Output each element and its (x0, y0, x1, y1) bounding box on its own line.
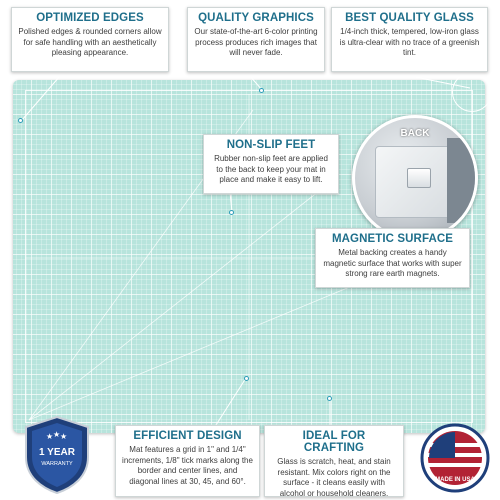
callout-non-slip-feet (203, 134, 339, 194)
callout-text: Mat features a grid in 1" and 1/4" increments, 1/8" tick marks along the border and center lines, and diagonal lines at 30, 45, and 60°. (122, 445, 253, 486)
glass-highlight-circle (452, 72, 492, 112)
callout-text: Rubber non-slip feet are applied to the back to keep your mat in place and make it easy to lift. (214, 154, 328, 184)
design-point-marker (244, 376, 249, 381)
graphics-point-marker (259, 88, 264, 93)
callout-title: QUALITY GRAPHICS (198, 12, 314, 24)
callout-efficient-design (115, 425, 260, 497)
callout-text: 1/4-inch thick, tempered, low-iron glass is ultra-clear with no trace of a greenish tint. (339, 27, 480, 57)
crafting-point-marker (327, 396, 332, 401)
made-in-usa-badge (420, 423, 490, 493)
warranty-shield-badge (22, 415, 92, 495)
warranty-line2: WARRANTY (41, 461, 73, 467)
callout-text: Glass is scratch, heat, and stain resistant. Mix colors right on the surface - it cleans easily with alcohol or household cleaners. (277, 457, 391, 498)
callout-title: MAGNETIC SURFACE (331, 233, 454, 245)
callout-magnetic-surface (315, 228, 470, 288)
callout-title: BEST QUALITY GLASS (345, 12, 474, 24)
callout-text: Polished edges & rounded corners allow for safe handling with an aesthetically pleasing appearance. (18, 27, 162, 57)
callout-best-quality-glass (331, 7, 488, 72)
callout-title: IDEAL FOR CRAFTING (302, 430, 366, 454)
callout-text: Our state-of-the-art 6-color printing process produces rich images that will never fade. (194, 27, 318, 57)
svg-text:★: ★ (46, 432, 54, 441)
feet-point-marker (229, 210, 234, 215)
svg-text:★: ★ (53, 430, 61, 439)
callout-quality-graphics (187, 7, 325, 72)
svg-text:★: ★ (60, 432, 68, 441)
warranty-line1: 1 YEAR (39, 447, 75, 458)
callout-title: EFFICIENT DESIGN (133, 430, 242, 442)
glass-edge (447, 138, 477, 223)
non-slip-foot (407, 168, 431, 188)
callout-title: NON-SLIP FEET (226, 139, 316, 151)
back-label: BACK (400, 128, 430, 139)
callout-optimized-edges (11, 7, 169, 72)
callout-title: OPTIMIZED EDGES (36, 12, 144, 24)
edge-point-marker (18, 118, 23, 123)
back-view-photo (352, 115, 478, 241)
callout-ideal-for-crafting (264, 425, 404, 497)
usa-badge-text: MADE IN USA (435, 477, 475, 483)
callout-text: Metal backing creates a handy magnetic surface that works with super strong rare earth magnets. (323, 248, 462, 278)
